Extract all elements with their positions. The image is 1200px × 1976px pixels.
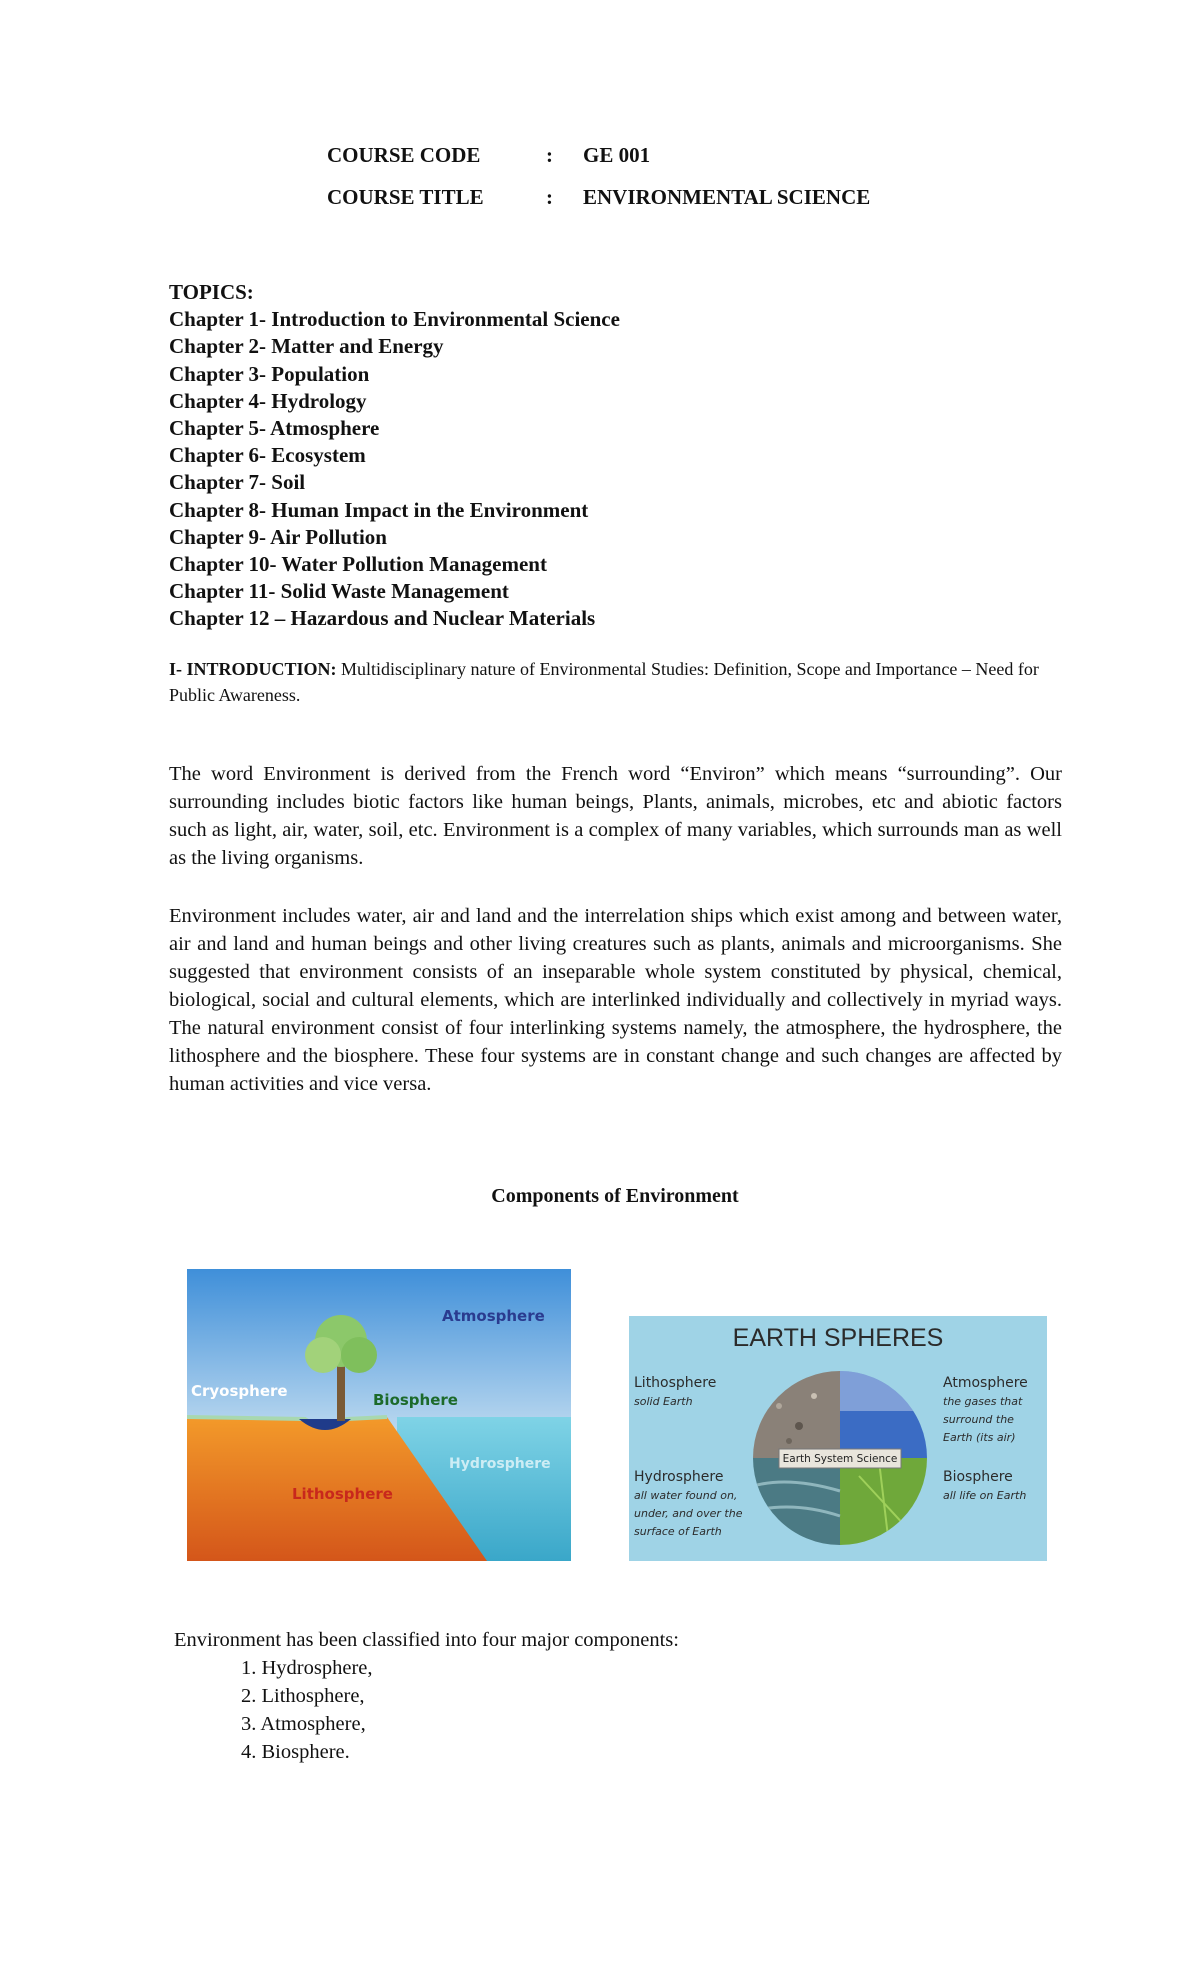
classification-section (174, 1626, 679, 1766)
hydrosphere-desc: all water found on, (634, 1489, 738, 1502)
component-item: 4. Biosphere. (241, 1741, 350, 1763)
component-item: 1. Hydrosphere, (241, 1657, 373, 1679)
component-item: 2. Lithosphere, (241, 1685, 365, 1707)
figure-title: Components of Environment (491, 1185, 739, 1207)
earth-spheres-title: EARTH SPHERES (732, 1324, 944, 1352)
chapter-item: Chapter 3- Population (169, 361, 370, 386)
course-title-label: COURSE TITLE (327, 185, 484, 209)
biosphere-name: Biosphere (943, 1469, 1013, 1485)
course-title-value: ENVIRONMENTAL SCIENCE (583, 185, 871, 209)
components-illustration (187, 1269, 571, 1561)
chapter-item: Chapter 7- Soil (169, 470, 306, 495)
hydrosphere-desc: under, and over the (634, 1507, 743, 1520)
tree-crown-right (341, 1337, 377, 1373)
biosphere-label: Biosphere (373, 1391, 458, 1409)
earth-spheres-figure (629, 1316, 1047, 1561)
chapter-item: Chapter 5- Atmosphere (169, 416, 380, 441)
chapter-item: Chapter 6- Ecosystem (169, 443, 366, 468)
hydrosphere-desc: surface of Earth (634, 1525, 722, 1538)
topics-heading: TOPICS: (169, 280, 254, 304)
component-item: 3. Atmosphere, (241, 1713, 366, 1735)
atmosphere-desc: the gases that (943, 1395, 1023, 1408)
introduction-heading (169, 657, 1049, 708)
introduction-label: I- INTRODUCTION: (169, 659, 337, 679)
chapter-item: Chapter 1- Introduction to Environmental Science (169, 307, 620, 332)
hydrosphere-label: Hydrosphere (449, 1456, 551, 1472)
topics-section (169, 279, 620, 633)
paragraph-environment-definition: The word Environment is derived from the French word “Environ” which means “surrounding”. Our surrounding includes biotic factors like human beings, Plants, animals, microbes, etc and abiotic factors such as light, air, water, soil, etc. Environment is a complex of many variables, which surrounds man as well as the living organisms. (169, 763, 1062, 869)
hydrosphere-name: Hydrosphere (634, 1469, 724, 1485)
component-list (174, 1654, 679, 1766)
chapter-item: Chapter 10- Water Pollution Management (169, 552, 547, 577)
center-label: Earth System Science (782, 1453, 898, 1465)
chapter-item: Chapter 8- Human Impact in the Environment (169, 497, 589, 522)
lithosphere-desc: solid Earth (634, 1395, 693, 1408)
biosphere-desc: all life on Earth (943, 1489, 1027, 1502)
course-code-label: COURSE CODE (327, 143, 481, 167)
chapter-item: Chapter 12 – Hazardous and Nuclear Materials (169, 606, 596, 631)
atmosphere-name: Atmosphere (943, 1375, 1028, 1391)
course-code-separator: : (546, 143, 553, 167)
lithosphere-name: Lithosphere (634, 1375, 717, 1391)
atmosphere-desc: surround the (943, 1413, 1014, 1426)
chapter-item: Chapter 2- Matter and Energy (169, 334, 444, 359)
course-title-separator: : (546, 185, 553, 209)
course-code-value: GE 001 (583, 143, 651, 167)
classification-intro: Environment has been classified into four major components: (174, 1629, 679, 1651)
tree-crown-left (305, 1337, 341, 1373)
chapter-list (169, 306, 620, 632)
paragraph-environment-systems: Environment includes water, air and land and the interrelation ships which exist among and between water, air and land and human beings and other living creatures such as plants, animals and microorganisms. She suggested that environment consists of an inseparable whole system constituted by physical, chemical, biological, social and cultural elements, which are interlinked individually and collectively in myriad ways. The natural environment consist of four interlinking systems namely, the atmosphere, the hydrosphere, the lithosphere and the biosphere. These four systems are in constant change and such changes are affected by human activities and vice versa. (169, 905, 1062, 1095)
lithosphere-label: Lithosphere (292, 1485, 393, 1503)
atmosphere-desc: Earth (its air) (943, 1431, 1016, 1444)
tree-trunk (337, 1365, 345, 1421)
chapter-item: Chapter 4- Hydrology (169, 388, 367, 413)
introduction-text: Multidisciplinary nature of Environmental Studies: Definition, Scope and Importance – Need for Public Awareness. (169, 659, 1039, 705)
chapter-item: Chapter 11- Solid Waste Management (169, 579, 509, 604)
atmosphere-label: Atmosphere (442, 1307, 545, 1325)
cryosphere-label: Cryosphere (191, 1382, 288, 1400)
chapter-item: Chapter 9- Air Pollution (169, 524, 387, 549)
